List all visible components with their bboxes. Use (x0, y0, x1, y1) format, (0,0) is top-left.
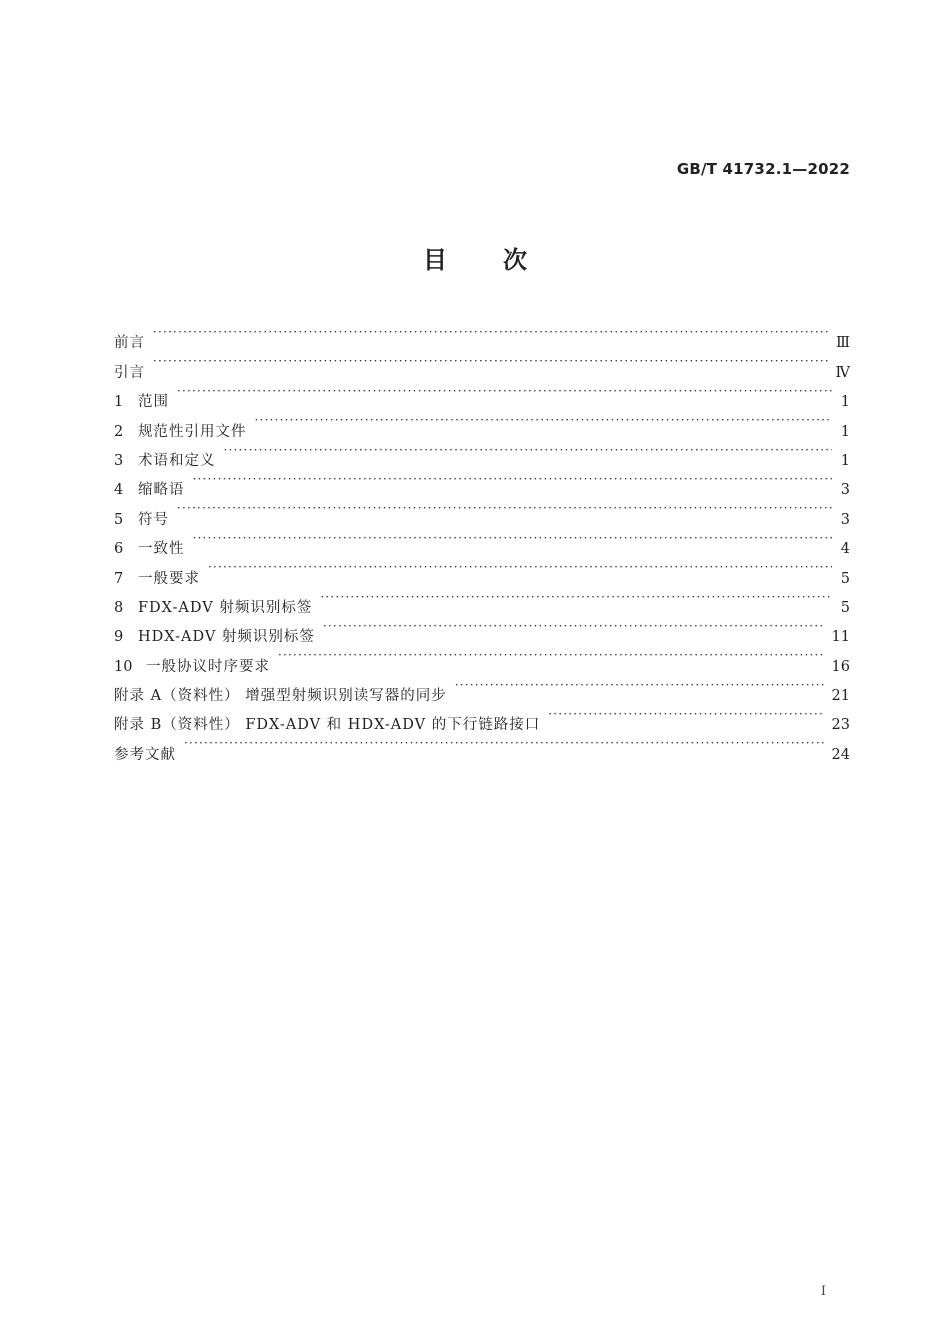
toc-label: 一致性 (138, 541, 185, 558)
toc-page-number: Ⅳ (835, 364, 850, 381)
toc-leader-dots (255, 406, 833, 435)
table-of-contents (114, 318, 850, 763)
toc-label: 引言 (114, 364, 145, 381)
toc-label: HDX-ADV 射频识别标签 (138, 629, 315, 646)
toc-leader-dots (208, 553, 832, 582)
toc-leader-dots (224, 436, 833, 465)
toc-label: 附录 B（资料性） FDX-ADV 和 HDX-ADV 的下行链路接口 (114, 717, 541, 734)
toc-label: 规范性引用文件 (138, 423, 247, 440)
toc-entry-foreword[interactable] (114, 318, 850, 352)
toc-label: 一般要求 (138, 570, 200, 587)
toc-section-number: 6 (114, 541, 124, 558)
toc-leader-dots (153, 318, 828, 347)
toc-leader-dots (193, 465, 833, 494)
toc-page-number: 11 (831, 629, 850, 646)
toc-entry-general-requirements[interactable] (114, 553, 850, 587)
toc-section-number: 9 (114, 629, 124, 646)
toc-section-number: 10 (114, 658, 133, 675)
toc-leader-dots (193, 524, 833, 553)
toc-leader-dots (184, 729, 824, 758)
toc-entry-normative-references[interactable] (114, 406, 850, 440)
toc-page-number: 16 (831, 658, 850, 675)
toc-section-number: 3 (114, 452, 124, 469)
toc-page-number: 1 (840, 452, 850, 469)
toc-entry-fdx-adv-tags[interactable] (114, 583, 850, 616)
toc-entry-symbols[interactable] (114, 494, 850, 528)
toc-label: 一般协议时序要求 (146, 658, 270, 675)
toc-page-number: Ⅲ (836, 335, 850, 352)
toc-page-number: 3 (840, 511, 850, 528)
toc-section-number: 2 (114, 423, 124, 440)
toc-page-number: 21 (831, 688, 850, 705)
toc-entry-abbreviations[interactable] (114, 465, 850, 499)
toc-label: FDX-ADV 射频识别标签 (138, 599, 313, 616)
toc-leader-dots (153, 347, 828, 376)
toc-section-number: 7 (114, 570, 124, 587)
toc-leader-dots (455, 671, 824, 700)
toc-page-number: 3 (840, 482, 850, 499)
page-title: 目次 (423, 246, 583, 274)
toc-leader-dots (278, 641, 824, 670)
standard-number: GB/T 41732.1—2022 (676, 160, 850, 178)
toc-section-number: 1 (114, 394, 124, 411)
toc-label: 范围 (138, 394, 169, 411)
toc-entry-conformance[interactable] (114, 524, 850, 558)
toc-leader-dots (548, 700, 823, 729)
page-number: Ⅰ (820, 1284, 826, 1299)
toc-label: 前言 (114, 335, 145, 352)
toc-label: 参考文献 (114, 746, 176, 763)
toc-label: 术语和定义 (138, 452, 216, 469)
toc-section-number: 8 (114, 599, 124, 616)
toc-leader-dots (323, 612, 824, 641)
toc-page-number: 24 (831, 746, 850, 763)
toc-page-number: 1 (840, 423, 850, 440)
toc-label: 缩略语 (138, 482, 185, 499)
toc-section-number: 5 (114, 511, 124, 528)
toc-page-number: 1 (840, 394, 850, 411)
toc-label: 符号 (138, 511, 169, 528)
toc-page-number: 5 (840, 570, 850, 587)
toc-entry-scope[interactable] (114, 377, 850, 411)
toc-section-number: 4 (114, 482, 124, 499)
toc-entry-introduction[interactable] (114, 347, 850, 381)
toc-entry-bibliography[interactable] (114, 729, 850, 763)
toc-page-number: 23 (831, 717, 850, 734)
toc-leader-dots (320, 583, 832, 612)
toc-page-number: 5 (840, 599, 850, 616)
toc-leader-dots (177, 494, 832, 523)
toc-leader-dots (177, 377, 832, 406)
toc-page-number: 4 (840, 541, 850, 558)
toc-entry-terms-definitions[interactable] (114, 436, 850, 469)
toc-label: 附录 A（资料性） 增强型射频识别读写器的同步 (114, 688, 447, 705)
